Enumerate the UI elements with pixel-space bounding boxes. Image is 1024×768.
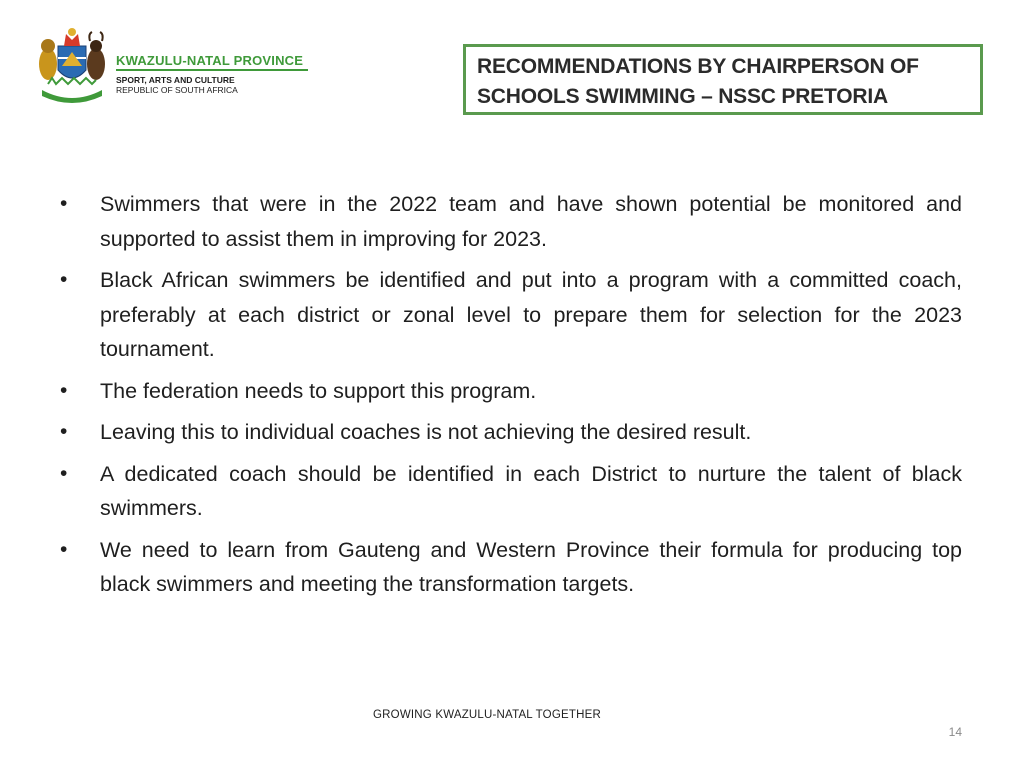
country-name: REPUBLIC OF SOUTH AFRICA <box>116 85 238 95</box>
list-item <box>60 533 962 602</box>
org-text <box>116 54 308 95</box>
list-item <box>60 263 962 367</box>
list-item <box>60 187 962 256</box>
footer-tagline: GROWING KWAZULU-NATAL TOGETHER <box>373 709 601 721</box>
list-item <box>60 415 962 450</box>
list-item-text: We need to learn from Gauteng and Western Province their formula for producing top black swimmers and meeting the transformation targets. <box>100 537 962 596</box>
bullet-icon: • <box>60 420 68 443</box>
bullet-icon: • <box>60 537 68 561</box>
list-item-text: Black African swimmers be identified and put into a program with a committed coach, preferably at each district or zonal level to prepare them for selection for the 2023 tournament. <box>100 268 962 361</box>
title-line-1: RECOMMENDATIONS BY CHAIRPERSON OF <box>477 55 919 78</box>
bullet-icon: • <box>60 268 68 291</box>
org-divider <box>116 69 308 71</box>
recommendations-list <box>60 187 962 609</box>
header-logo <box>36 24 326 104</box>
list-item-text: Leaving this to individual coaches is not achieving the desired result. <box>100 420 752 444</box>
title-line-2: SCHOOLS SWIMMING – NSSC PRETORIA <box>477 85 888 108</box>
slide-title <box>463 44 983 115</box>
list-item-text: The federation needs to support this program. <box>100 378 537 403</box>
list-item-text: Swimmers that were in the 2022 team and have shown potential be monitored and supported to assist them in improving for 2023. <box>100 192 962 251</box>
page-number: 14 <box>948 725 962 739</box>
bullet-icon: • <box>60 192 68 215</box>
department-name: SPORT, ARTS AND CULTURE <box>116 75 235 85</box>
list-item <box>60 457 962 526</box>
list-item-text: A dedicated coach should be identified in each District to nurture the talent of black swimmers. <box>100 461 962 520</box>
bullet-icon: • <box>60 461 68 485</box>
org-name: KWAZULU-NATAL PROVINCE <box>116 53 304 68</box>
list-item <box>60 374 962 409</box>
bullet-icon: • <box>60 378 68 402</box>
coat-of-arms-icon <box>36 24 108 104</box>
